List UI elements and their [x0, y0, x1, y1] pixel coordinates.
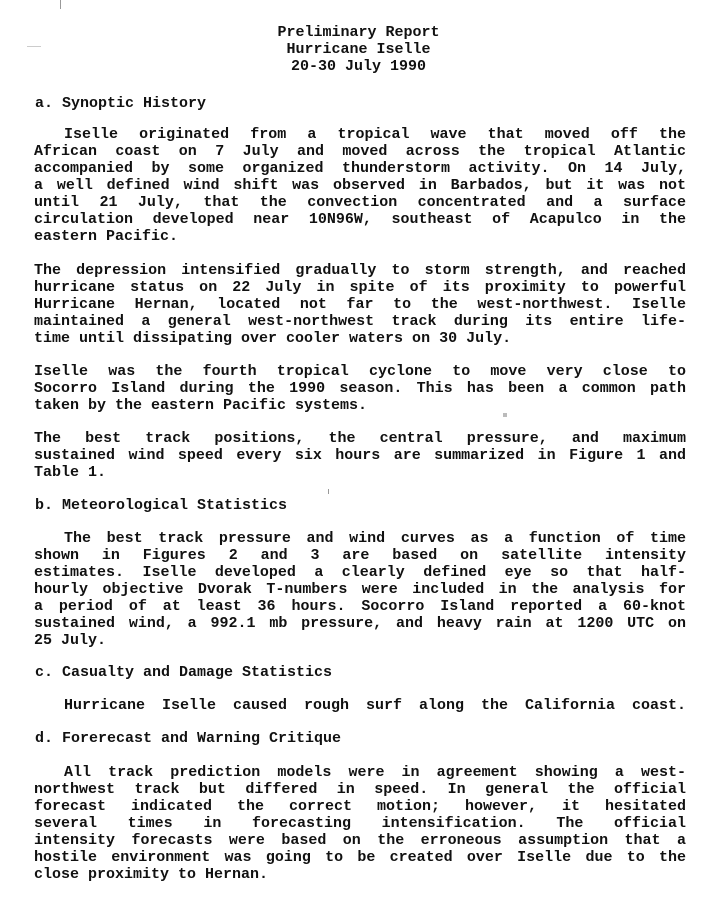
section-d-heading: d. Forerecast and Warning Critique [35, 730, 342, 747]
text-line: circulation developed near 10N96W, southeast of Acapulco in the [34, 211, 686, 228]
text-line: forecast indicated the correct motion; however, it hesitated [34, 798, 686, 815]
section-a-heading: a. Synoptic History [35, 95, 207, 112]
text-line: Socorro Island during the 1990 season. This has been a common path [34, 380, 686, 397]
text-line: eastern Pacific. [34, 228, 179, 245]
text-line: northwest track but differed in speed. In general the official [34, 781, 686, 798]
section-a-paragraph-3 [34, 363, 686, 414]
text-line: Table 1. [34, 464, 107, 481]
text-line: All track prediction models were in agreement showing a west- [64, 764, 686, 781]
text-line: The depression intensified gradually to storm strength, and reached [34, 262, 686, 279]
text-line: sustained wind, a 992.1 mb pressure, and heavy rain at 1200 UTC on [34, 615, 686, 632]
text-line: hurricane status on 22 July in spite of its proximity to powerful [34, 279, 686, 296]
text-line: estimates. Iselle developed a clearly defined eye so that half- [34, 564, 686, 581]
text-line: Iselle was the fourth tropical cyclone to move very close to [34, 363, 686, 380]
text-line: sustained wind speed every six hours are summarized in Figure 1 and [34, 447, 686, 464]
section-a-paragraph-2 [34, 262, 686, 347]
report-title-line-1: Preliminary Report [277, 24, 440, 41]
report-title-line-2: Hurricane Iselle [286, 41, 431, 58]
text-line: The best track positions, the central pressure, and maximum [34, 430, 686, 447]
text-line: Hurricane Hernan, located not far to the west-northwest. Iselle [34, 296, 686, 313]
text-line: Iselle originated from a tropical wave that moved off the [64, 126, 686, 143]
text-line: several times in forecasting intensification. The official [34, 815, 686, 832]
scan-speck [60, 0, 61, 9]
text-line: hourly objective Dvorak T-numbers were included in the analysis for [34, 581, 686, 598]
section-a-paragraph-1 [34, 126, 686, 245]
text-line: a period of at least 36 hours. Socorro Island reported a 60-knot [34, 598, 686, 615]
text-line: until 21 July, that the convection concentrated and a surface [34, 194, 686, 211]
section-b-paragraph-1 [34, 530, 686, 649]
section-b-heading: b. Meteorological Statistics [35, 497, 288, 514]
text-line: time until dissipating over cooler waters on 30 July. [34, 330, 512, 347]
text-line: maintained a general west-northwest track during its entire life- [34, 313, 686, 330]
section-c-heading: c. Casualty and Damage Statistics [35, 664, 333, 681]
text-line: close proximity to Hernan. [34, 866, 269, 883]
text-line: a well defined wind shift was observed in Barbados, but it was not [34, 177, 686, 194]
text-line: African coast on 7 July and moved across the tropical Atlantic [34, 143, 686, 160]
text-line: 25 July. [34, 632, 107, 649]
section-d-paragraph-1 [34, 764, 686, 883]
text-line: shown in Figures 2 and 3 are based on satellite intensity [34, 547, 686, 564]
text-line: The best track pressure and wind curves as a function of time [64, 530, 686, 547]
text-line: accompanied by some organized thunderstorm activity. On 14 July, [34, 160, 686, 177]
section-a-paragraph-4 [34, 430, 686, 481]
scan-speck [503, 413, 507, 417]
report-title-line-3: 20-30 July 1990 [290, 58, 427, 75]
text-line: intensity forecasts were based on the erroneous assumption that a [34, 832, 686, 849]
section-c-paragraph-1 [34, 697, 686, 714]
scan-speck [328, 489, 329, 494]
text-line: hostile environment was going to be created over Iselle due to the [34, 849, 686, 866]
text-line: Hurricane Iselle caused rough surf along the California coast. [64, 697, 686, 714]
text-line: taken by the eastern Pacific systems. [34, 397, 368, 414]
